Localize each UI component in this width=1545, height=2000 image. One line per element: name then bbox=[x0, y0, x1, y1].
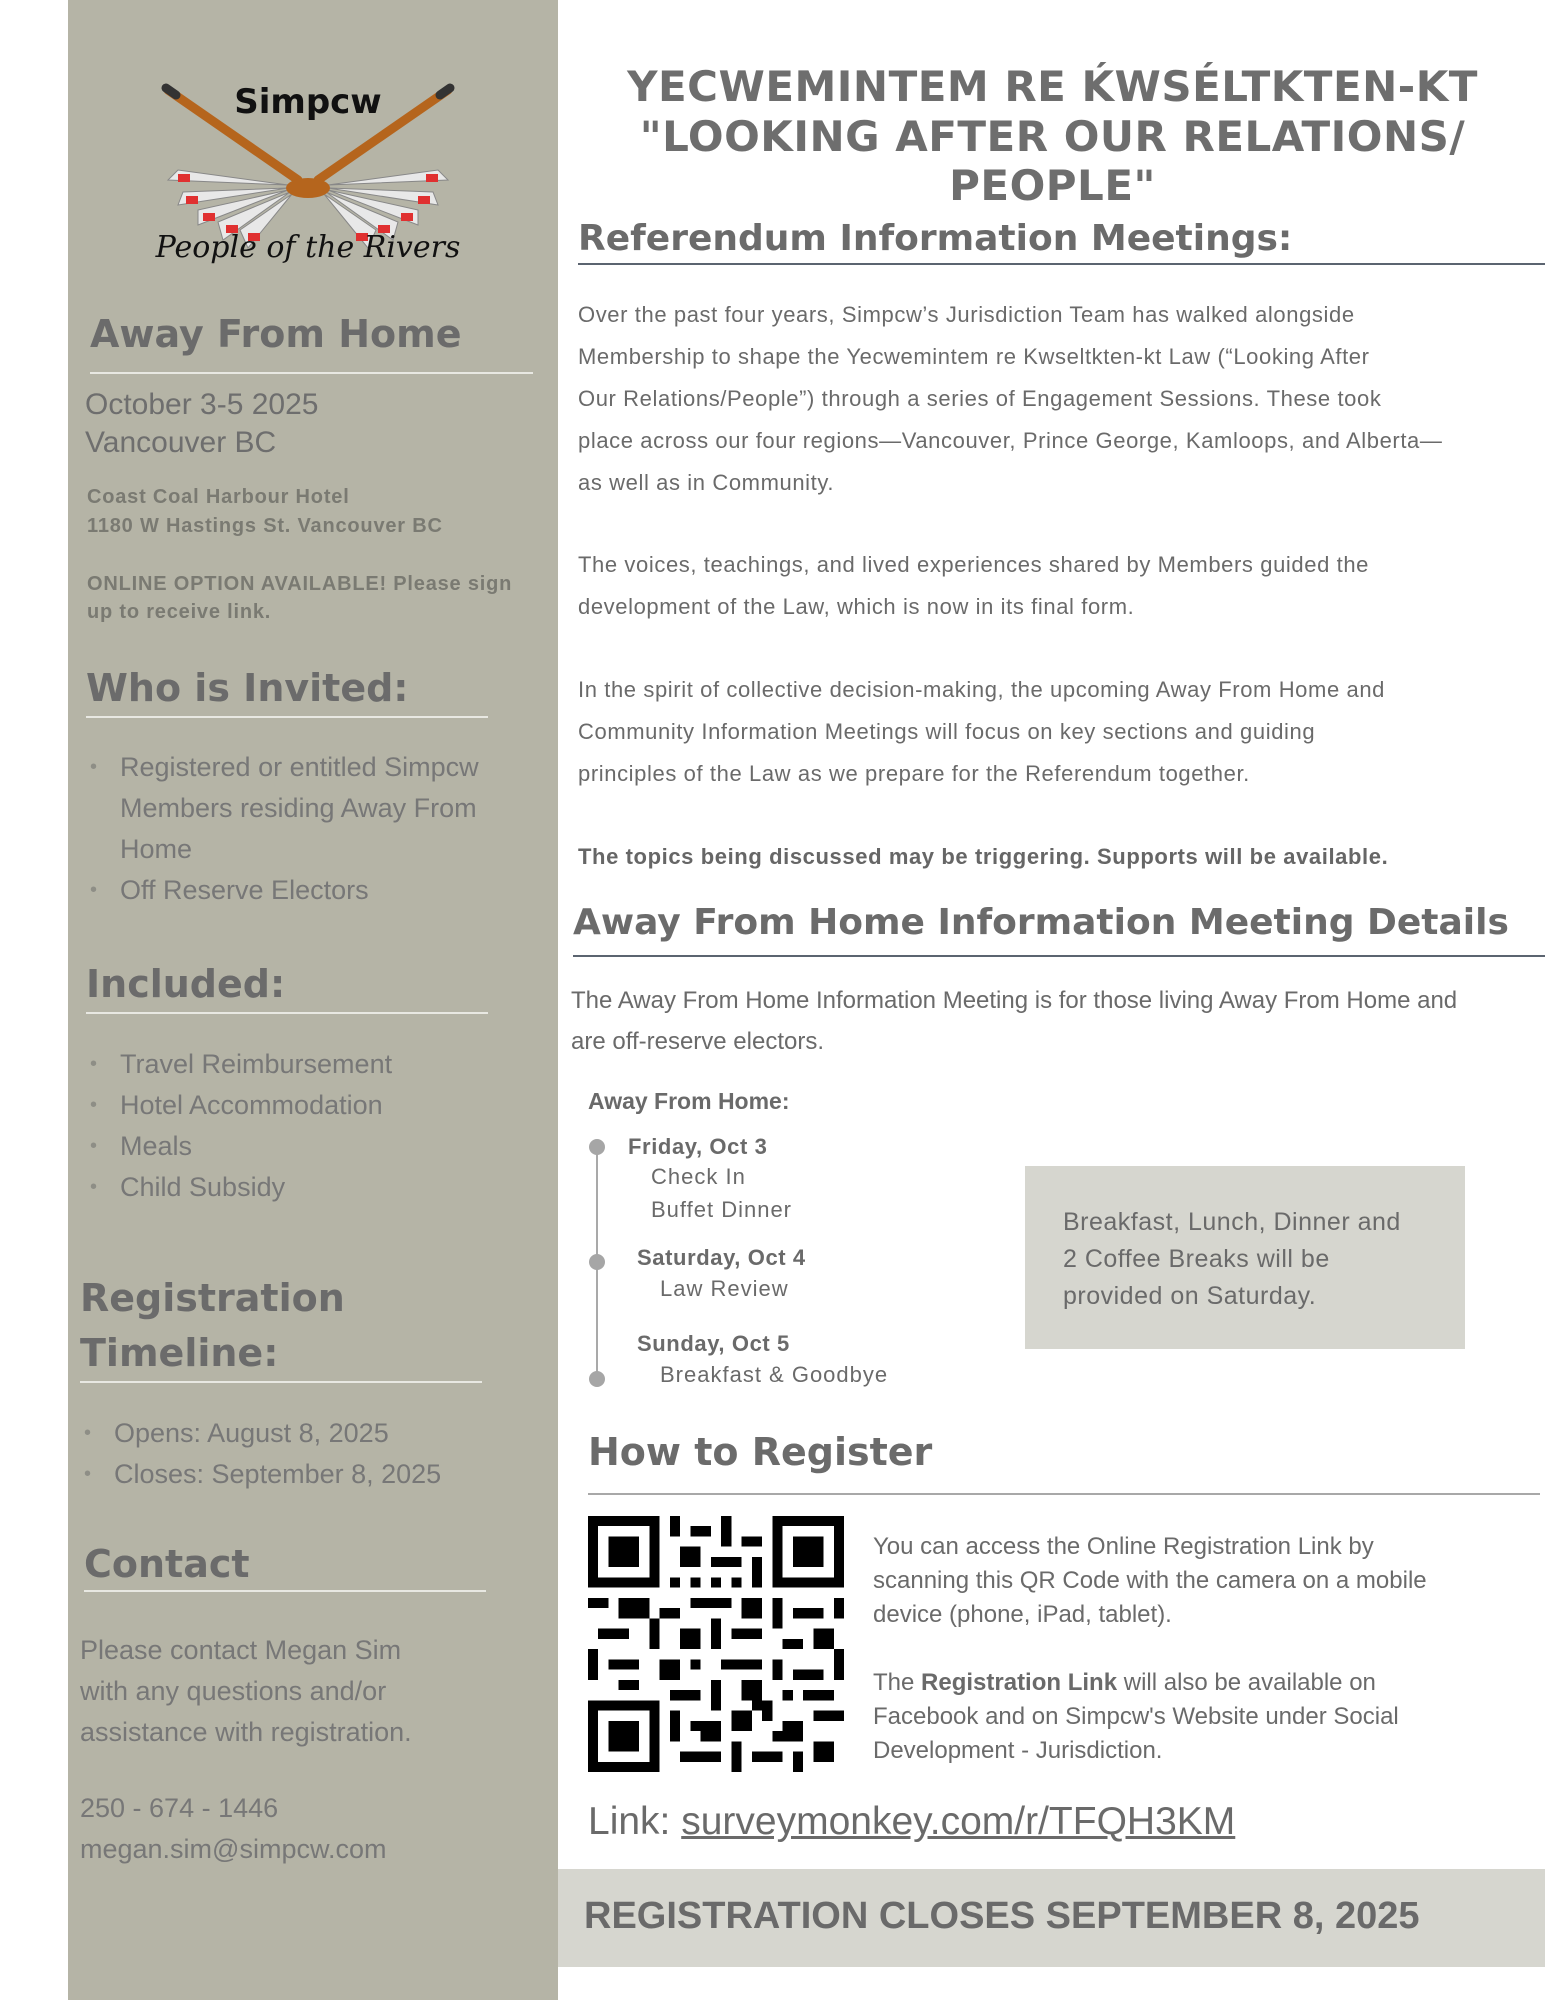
meals-note-line1: Breakfast, Lunch, Dinner and bbox=[1063, 1208, 1401, 1236]
ref-p3-line3: principles of the Law as we prepare for the Referendum together. bbox=[578, 761, 1250, 786]
referendum-divider bbox=[578, 263, 1545, 265]
away-city: Vancouver BC bbox=[85, 426, 277, 459]
ref-p1-line4: place across our four regions—Vancouver, Prince George, Kamloops, and Alberta— bbox=[578, 428, 1443, 453]
included-item-4: Child Subsidy bbox=[120, 1172, 286, 1202]
register-p1-line2: scanning this QR Code with the camera on a mobile bbox=[873, 1567, 1427, 1594]
online-option-line1: ONLINE OPTION AVAILABLE! Please sign bbox=[87, 573, 513, 595]
register-p1-line3: device (phone, iPad, tablet). bbox=[873, 1601, 1172, 1628]
trigger-warning: The topics being discussed may be triggering. Supports will be available. bbox=[578, 844, 1389, 869]
register-instructions bbox=[873, 1530, 1427, 1768]
friday-item-1: Check In bbox=[651, 1164, 746, 1189]
register-p2-line3: Development - Jurisdiction. bbox=[873, 1737, 1163, 1764]
list-item bbox=[86, 747, 536, 870]
timeline-list bbox=[80, 1413, 540, 1495]
included-list bbox=[86, 1044, 536, 1208]
away-heading: Away From Home bbox=[90, 312, 462, 356]
ref-p3-line2: Community Information Meetings will focus on key sections and guiding bbox=[578, 719, 1316, 744]
online-option-line2: up to receive link. bbox=[87, 601, 272, 623]
friday-item-2: Buffet Dinner bbox=[651, 1197, 793, 1222]
register-p1-line1: You can access the Online Registration Link by bbox=[873, 1533, 1374, 1560]
logo-tagline: People of the Rivers bbox=[155, 230, 461, 265]
sunday-item-1: Breakfast & Goodbye bbox=[660, 1362, 889, 1387]
timeline-closes: Closes: September 8, 2025 bbox=[114, 1459, 442, 1489]
details-intro-line2: are off-reserve electors. bbox=[571, 1028, 824, 1055]
included-heading: Included: bbox=[86, 962, 286, 1006]
meals-note bbox=[1025, 1166, 1465, 1349]
ref-p2-line2: development of the Law, which is now in its final form. bbox=[578, 594, 1135, 619]
hotel-name: Coast Coal Harbour Hotel bbox=[87, 486, 350, 508]
timeline-heading-line2: Timeline: bbox=[80, 1331, 279, 1375]
qr-code[interactable] bbox=[588, 1516, 844, 1772]
details-divider bbox=[573, 955, 1545, 957]
list-item bbox=[86, 1085, 536, 1126]
referendum-heading: Referendum Information Meetings: bbox=[578, 218, 1293, 259]
contact-line1: Please contact Megan Sim bbox=[80, 1635, 402, 1665]
register-p2-line1 bbox=[873, 1666, 1427, 1700]
schedule-title: Away From Home: bbox=[588, 1088, 790, 1114]
contact-heading: Contact bbox=[84, 1542, 250, 1586]
details-heading: Away From Home Information Meeting Details bbox=[573, 902, 1509, 943]
list-item bbox=[86, 1044, 536, 1085]
logo-name: Simpcw bbox=[234, 82, 382, 122]
contact-divider bbox=[84, 1590, 486, 1592]
survey-link[interactable]: surveymonkey.com/r/TFQH3KM bbox=[681, 1800, 1236, 1843]
included-item-3: Meals bbox=[120, 1131, 193, 1161]
away-divider bbox=[90, 372, 533, 374]
referendum-paragraph-3 bbox=[578, 669, 1538, 795]
register-p2-line2: Facebook and on Simpcw's Website under Social bbox=[873, 1703, 1399, 1730]
timeline-opens: Opens: August 8, 2025 bbox=[114, 1418, 389, 1448]
ref-p1-line2: Membership to shape the Yecwemintem re Kwseltkten-kt Law (“Looking After bbox=[578, 344, 1370, 369]
saturday-item-1: Law Review bbox=[660, 1276, 789, 1301]
schedule-dot bbox=[589, 1139, 605, 1155]
register-p2-rest: will also be available on bbox=[1117, 1669, 1376, 1696]
schedule-dot bbox=[589, 1254, 605, 1270]
invited-item-1-line2: Members residing Away From bbox=[120, 793, 477, 823]
away-dates: October 3-5 2025 bbox=[85, 388, 319, 421]
details-intro-line1: The Away From Home Information Meeting is for those living Away From Home and bbox=[571, 987, 1458, 1014]
list-item bbox=[80, 1454, 540, 1495]
link-label: Link: bbox=[588, 1800, 682, 1843]
referendum-paragraph-2 bbox=[578, 544, 1538, 628]
schedule-dot bbox=[589, 1371, 605, 1387]
timeline-divider bbox=[80, 1381, 482, 1383]
day-friday: Friday, Oct 3 bbox=[628, 1134, 768, 1159]
details-intro bbox=[571, 980, 1457, 1062]
invited-divider bbox=[86, 716, 488, 718]
list-item bbox=[86, 1126, 536, 1167]
invited-item-1-line1: Registered or entitled Simpcw bbox=[120, 752, 479, 782]
registration-link-row bbox=[588, 1800, 1235, 1844]
included-item-1: Travel Reimbursement bbox=[120, 1049, 393, 1079]
invited-item-1-line3: Home bbox=[120, 834, 193, 864]
closing-banner-text: REGISTRATION CLOSES SEPTEMBER 8, 2025 bbox=[584, 1895, 1420, 1937]
day-sunday: Sunday, Oct 5 bbox=[637, 1331, 790, 1356]
ref-p1-line3: Our Relations/People”) through a series of Engagement Sessions. These took bbox=[578, 386, 1382, 411]
list-item bbox=[80, 1413, 540, 1454]
contact-email[interactable]: megan.sim@simpcw.com bbox=[80, 1834, 387, 1864]
ref-p3-line1: In the spirit of collective decision-making, the upcoming Away From Home and bbox=[578, 677, 1385, 702]
referendum-paragraph-1 bbox=[578, 294, 1538, 504]
simpcw-logo bbox=[148, 70, 468, 270]
closing-banner bbox=[558, 1869, 1545, 1967]
list-item bbox=[86, 1167, 536, 1208]
register-divider bbox=[588, 1493, 1540, 1495]
list-item bbox=[86, 870, 536, 911]
included-divider bbox=[86, 1012, 488, 1014]
register-p2-prefix: The bbox=[873, 1669, 922, 1696]
ref-p1-line5: as well as in Community. bbox=[578, 470, 835, 495]
ref-p1-line1: Over the past four years, Simpcw’s Jurisdiction Team has walked alongside bbox=[578, 302, 1355, 327]
meals-note-line3: provided on Saturday. bbox=[1063, 1282, 1317, 1310]
invited-item-2: Off Reserve Electors bbox=[120, 875, 369, 905]
page-title-line1: YECWEMINTEM RE ḰWSÉLTKTEN-KT bbox=[627, 62, 1478, 111]
meals-note-line2: 2 Coffee Breaks will be bbox=[1063, 1245, 1330, 1273]
registration-link-label: Registration Link bbox=[921, 1669, 1118, 1696]
included-item-2: Hotel Accommodation bbox=[120, 1090, 383, 1120]
contact-text bbox=[80, 1630, 412, 1753]
ref-p2-line1: The voices, teachings, and lived experiences shared by Members guided the bbox=[578, 552, 1370, 577]
invited-heading: Who is Invited: bbox=[86, 666, 409, 710]
contact-phone: 250 - 674 - 1446 bbox=[80, 1793, 279, 1823]
timeline-heading-line1: Registration bbox=[80, 1276, 345, 1320]
hotel-address: 1180 W Hastings St. Vancouver BC bbox=[87, 515, 443, 537]
day-saturday: Saturday, Oct 4 bbox=[637, 1245, 806, 1270]
register-heading: How to Register bbox=[588, 1430, 933, 1474]
invited-list bbox=[86, 747, 536, 911]
qr-code-icon bbox=[588, 1516, 844, 1772]
contact-line3: assistance with registration. bbox=[80, 1717, 412, 1747]
contact-line2: with any questions and/or bbox=[80, 1676, 387, 1706]
page-title-line2: "LOOKING AFTER OUR RELATIONS/ PEOPLE" bbox=[639, 112, 1466, 210]
